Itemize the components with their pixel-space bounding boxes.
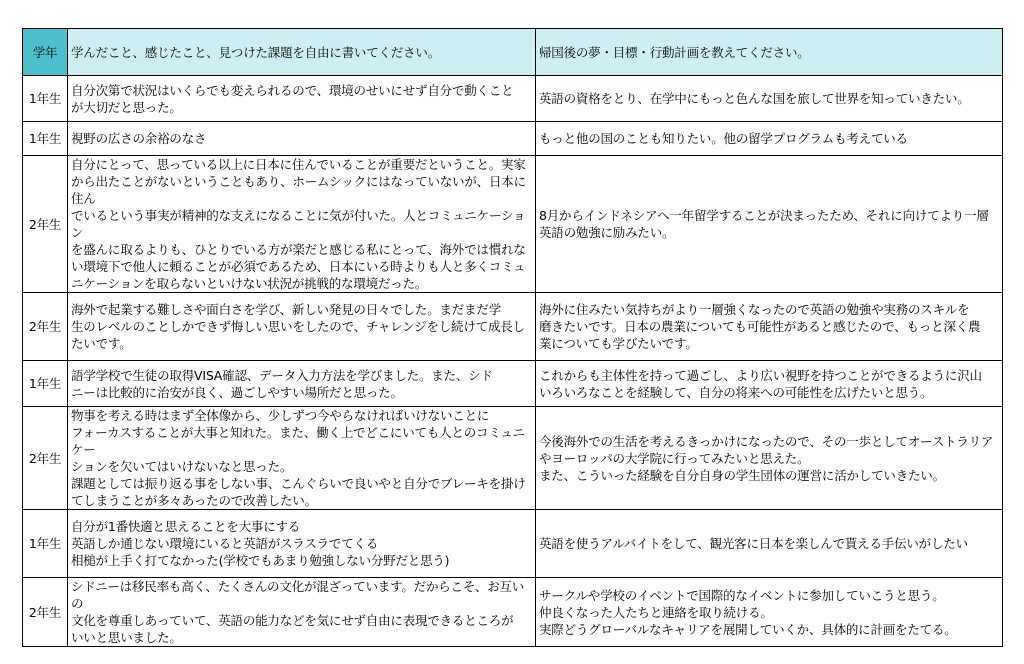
plans-cell <box>536 361 1003 407</box>
text-line: 仲良くなった人たちと連絡を取り続ける。 <box>539 604 773 620</box>
year-cell: 1年生 <box>23 361 68 407</box>
learned-cell <box>68 156 536 293</box>
learned-cell <box>68 122 536 156</box>
text-line: 自分が1番快適と思えることを大事にする <box>71 519 301 534</box>
text-line: 英語を使うアルバイトをして、観光客に日本を楽しんで貰える手伝いがしたい <box>539 536 968 551</box>
plans-cell <box>536 510 1003 578</box>
text-line: 海外に住みたい気持ちがより一層強くなったので英語の勉強や実務のスキルを <box>539 302 970 317</box>
text-line: 相槌が上手く打てなかった(学校でもあまり勉強しない分野だと思う) <box>71 553 450 568</box>
table-row <box>23 122 1003 156</box>
plans-cell <box>536 76 1003 122</box>
table-row <box>23 407 1003 510</box>
text-line: サークルや学校のイベントで国際的なイベントに参加していこうと思う。 <box>539 587 945 603</box>
year-cell: 2年生 <box>23 293 68 361</box>
text-line: てしまうことが多々あったので改善したい。 <box>71 493 317 508</box>
text-line: 自分次第で状況はいくらでも変えられるので、環境のせいにせず自分で動くこと <box>71 82 514 98</box>
text-line: また、こういった経験を自分自身の学生団体の運営に活かしていきたい。 <box>539 467 945 483</box>
table-row <box>23 361 1003 407</box>
text-line: いろいろなことを経験して、自分の将来への可能性を広げたいと思う。 <box>539 384 933 400</box>
text-line: 語学学校で生徒の取得VISA確認、データ入力方法を学びました。また、シド <box>71 367 493 383</box>
year-cell: 1年生 <box>23 76 68 122</box>
text-line: が大切だと思った。 <box>71 99 182 115</box>
plans-cell <box>536 156 1003 293</box>
table-row <box>23 578 1003 647</box>
text-line: 物事を考える時はまず全体像から、少しずつ今やらなければいけないことに <box>71 408 490 423</box>
table-row <box>23 156 1003 293</box>
text-line: たいです。 <box>71 336 132 351</box>
survey-sheet <box>22 28 1003 647</box>
plans-cell <box>536 293 1003 361</box>
plans-cell <box>536 122 1003 156</box>
text-line: 自分にとって、思っている以上に日本に住んでいることが重要だということ。実家 <box>71 157 526 172</box>
year-cell: 2年生 <box>23 578 68 647</box>
table-row <box>23 76 1003 122</box>
text-line: これからも主体性を持って過ごし、より広い視野を持つことができるように沢山 <box>539 367 982 383</box>
table-row <box>23 510 1003 578</box>
text-line: い環境下で他人に頼ることが必須であるため、日本にいる時よりも人と多くコミュ <box>71 259 526 274</box>
learned-cell <box>68 361 536 407</box>
text-line: でいるという事実が精神的な支えになることに気が付いた。人とコミュニケーション <box>71 208 526 240</box>
header-learned: 学んだこと、感じたこと、見つけた課題を自由に書いてください。 <box>68 29 536 76</box>
survey-table <box>22 28 1003 647</box>
text-line: 磨きたいです。日本の農業についても可能性があると感じたので、もっと深く農 <box>539 319 981 334</box>
header-year: 学年 <box>23 29 68 76</box>
text-line: ニケーションを取らないといけない状況が挑戦的な環境だった。 <box>71 276 428 291</box>
table-row <box>23 293 1003 361</box>
text-line: 文化を尊重しあっていて、英語の能力などを気にせず自由に表現できるところが <box>71 613 514 628</box>
text-line: 8月からインドネシアへ一年留学することが決まったため、それに向けてより一層 <box>539 208 989 223</box>
header-plans: 帰国後の夢・目標・行動計画を教えてください。 <box>536 29 1003 76</box>
text-line: フォーカスすることが大事と知れた。また、働く上でどこにいても人とのコミュニケー <box>71 425 525 457</box>
text-line: 課題としては振り返る事をしない事、こんぐらいで良いやと自分でブレーキを掛け <box>71 476 526 491</box>
text-line: 業についても学びたいです。 <box>539 336 698 351</box>
text-line: 海外で起業する難しさや面白さを学び、新しい発見の日々でした。まだまだ学 <box>71 302 502 317</box>
plans-cell <box>536 578 1003 647</box>
text-line: を盛んに取るよりも、ひとりでいる方が楽だと感じる私にとって、海外では慣れな <box>71 242 526 257</box>
text-line: やヨーロッパの大学院に行ってみたいと思えた。 <box>539 450 810 466</box>
text-line: シドニーは移民率も高く、たくさんの文化が混ざっています。だからこそ、お互いの <box>71 579 525 611</box>
text-line: 実際どうグローバルなキャリアを展開していくか、具体的に計画をたてる。 <box>539 621 957 637</box>
learned-cell <box>68 76 536 122</box>
text-line: 英語しか通じない環境にいると英語がスラスラでてくる <box>71 536 379 551</box>
learned-cell <box>68 407 536 510</box>
text-line: 英語の資格をとり、在学中にもっと色んな国を旅して世界を知っていきたい。 <box>539 91 970 106</box>
learned-cell <box>68 510 536 578</box>
year-cell: 2年生 <box>23 407 68 510</box>
learned-cell <box>68 578 536 647</box>
header-row <box>23 29 1003 76</box>
year-cell: 1年生 <box>23 510 68 578</box>
text-line: もっと他の国のことも知りたい。他の留学プログラムも考えている <box>539 131 908 146</box>
text-line: ションを欠いてはいけないなと思った。 <box>71 459 293 474</box>
plans-cell <box>536 407 1003 510</box>
text-line: 生のレベルのことしかできず悔しい思いをしたので、チャレンジをし続けて成長し <box>71 319 525 334</box>
learned-cell <box>68 293 536 361</box>
year-cell: 2年生 <box>23 156 68 293</box>
year-cell: 1年生 <box>23 122 68 156</box>
text-line: いいと思いました。 <box>71 630 182 645</box>
text-line: 今後海外での生活を考えるきっかけになったので、その一歩としてオーストラリア <box>539 433 994 449</box>
text-line: ニーは比較的に治安が良く、過ごしやすい場所だと思った。 <box>71 384 403 400</box>
text-line: 英語の勉強に励みたい。 <box>539 225 675 240</box>
text-line: から出たことがないということもあり、ホームシックにはなっていないが、日本に住ん <box>71 174 526 206</box>
table-body <box>23 76 1003 647</box>
text-line: 視野の広さの余裕のなさ <box>71 131 207 146</box>
